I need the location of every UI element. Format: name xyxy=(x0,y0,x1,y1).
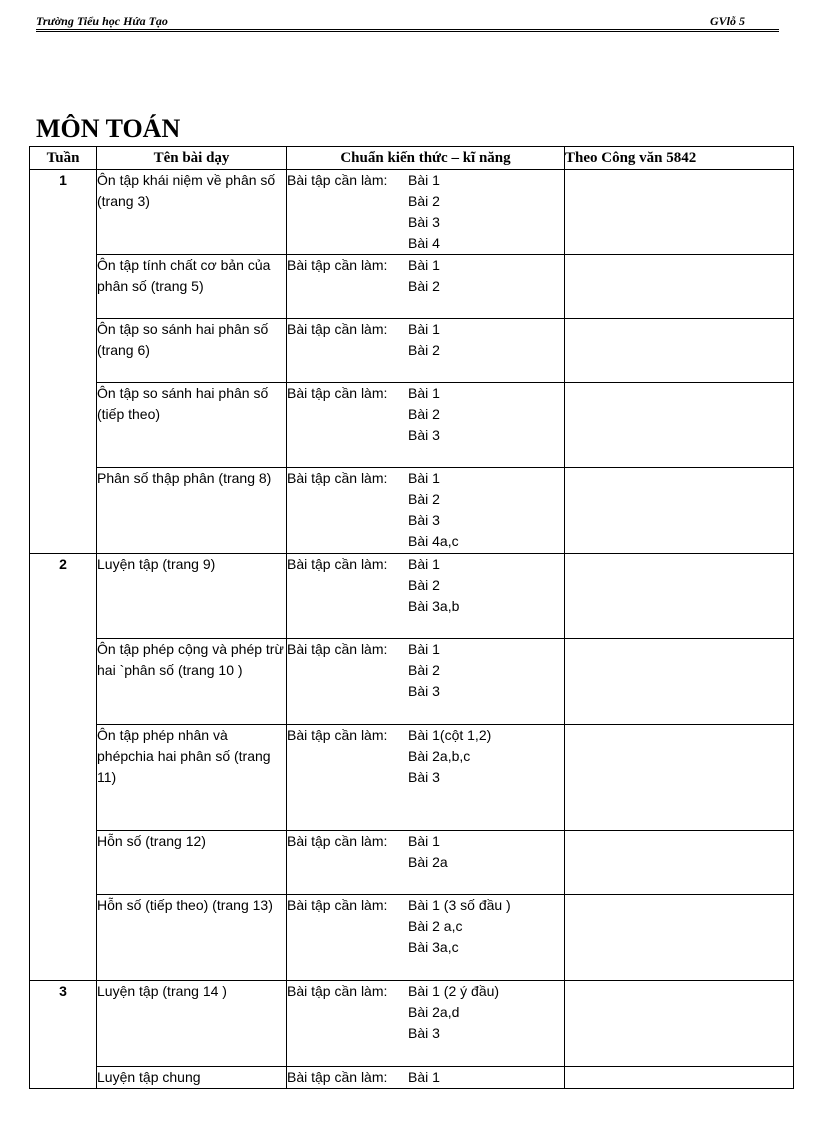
note-cell xyxy=(565,468,794,554)
note-cell xyxy=(565,639,794,725)
exercise-item: Bài 2a xyxy=(408,854,448,870)
note-cell xyxy=(565,554,794,639)
skill-cell xyxy=(287,383,565,468)
school-name: Trường Tiểu học Hứa Tạo xyxy=(36,14,168,28)
note-cell xyxy=(565,831,794,895)
exercise-label: Bài tập cần làm: xyxy=(287,556,388,572)
exercise-label: Bài tập cần làm: xyxy=(287,385,388,401)
note-cell xyxy=(565,383,794,468)
header-skill: Chuẩn kiến thức – kĩ năng xyxy=(287,147,565,170)
exercise-item: Bài 3 xyxy=(408,427,440,443)
exercise-item: Bài 2 xyxy=(408,278,440,294)
table-row xyxy=(30,725,794,831)
exercise-label: Bài tập cần làm: xyxy=(287,257,388,273)
exercise-item: Bài 3 xyxy=(408,769,440,785)
exercise-item: Bài 4 xyxy=(408,235,440,251)
exercise-label: Bài tập cần làm: xyxy=(287,321,388,337)
note-cell xyxy=(565,981,794,1067)
exercise-list xyxy=(408,170,564,254)
exercise-item: Bài 2 a,c xyxy=(408,918,463,934)
exercise-label: Bài tập cần làm: xyxy=(287,641,388,657)
table-row xyxy=(30,319,794,383)
skill-cell xyxy=(287,725,565,831)
page-title: MÔN TOÁN xyxy=(36,114,181,143)
exercise-list xyxy=(408,255,564,297)
exercise-item: Bài 2a,d xyxy=(408,1004,460,1020)
exercise-list xyxy=(408,319,564,361)
skill-cell xyxy=(287,554,565,639)
note-cell xyxy=(565,1067,794,1089)
exercise-item: Bài 3a,b xyxy=(408,598,460,614)
exercise-label: Bài tập cần làm: xyxy=(287,983,388,999)
skill-cell xyxy=(287,1067,565,1089)
exercise-item: Bài 3 xyxy=(408,512,440,528)
lesson-cell: Ôn tập so sánh hai phân số (tiếp theo) xyxy=(97,383,287,468)
exercise-item: Bài 1 xyxy=(408,833,440,849)
exercise-label: Bài tập cần làm: xyxy=(287,172,388,188)
exercise-label: Bài tập cần làm: xyxy=(287,727,388,743)
skill-cell xyxy=(287,639,565,725)
exercise-list xyxy=(408,981,564,1044)
exercise-label: Bài tập cần làm: xyxy=(287,1069,388,1085)
skill-cell xyxy=(287,468,565,554)
exercise-item: Bài 2 xyxy=(408,193,440,209)
skill-cell xyxy=(287,895,565,981)
curriculum-table xyxy=(29,146,794,1089)
teacher-grade: GVlỗ 5 xyxy=(709,14,745,28)
exercise-item: Bài 1 xyxy=(408,470,440,486)
exercise-item: Bài 1(cột 1,2) xyxy=(408,727,492,743)
exercise-list xyxy=(408,895,564,958)
table-row xyxy=(30,1067,794,1089)
exercise-item: Bài 3a,c xyxy=(408,939,459,955)
lesson-cell: Luyện tập (trang 14 ) xyxy=(97,981,287,1067)
exercise-item: Bài 3 xyxy=(408,1025,440,1041)
exercise-item: Bài 1 (2 ý đầu) xyxy=(408,983,500,999)
exercise-list xyxy=(408,554,564,617)
skill-cell xyxy=(287,170,565,255)
lesson-cell: Ôn tập phép nhân và phépchia hai phân số (trang 11) xyxy=(97,725,287,831)
table-row xyxy=(30,981,794,1067)
exercise-item: Bài 2 xyxy=(408,342,440,358)
exercise-list xyxy=(408,831,564,873)
exercise-item: Bài 2 xyxy=(408,406,440,422)
table-row xyxy=(30,468,794,554)
page-header xyxy=(36,12,779,30)
exercise-item: Bài 1 xyxy=(408,641,440,657)
exercise-item: Bài 1 xyxy=(408,257,440,273)
skill-cell xyxy=(287,831,565,895)
exercise-list xyxy=(408,383,564,446)
exercise-item: Bài 2 xyxy=(408,577,440,593)
exercise-item: Bài 2 xyxy=(408,662,440,678)
header-lesson: Tên bài dạy xyxy=(97,147,287,170)
table-row xyxy=(30,639,794,725)
exercise-item: Bài 3 xyxy=(408,683,440,699)
table-row xyxy=(30,554,794,639)
note-cell xyxy=(565,170,794,255)
lesson-cell: Hỗn số (tiếp theo) (trang 13) xyxy=(97,895,287,981)
exercise-item: Bài 1 xyxy=(408,556,440,572)
exercise-item: Bài 1 xyxy=(408,1069,440,1085)
lesson-cell: Ôn tập khái niệm về phân số (trang 3) xyxy=(97,170,287,255)
note-cell xyxy=(565,255,794,319)
skill-cell xyxy=(287,981,565,1067)
exercise-item: Bài 2 xyxy=(408,491,440,507)
table-row xyxy=(30,895,794,981)
exercise-item: Bài 4a,c xyxy=(408,533,459,549)
exercise-item: Bài 2a,b,c xyxy=(408,748,471,764)
exercise-list xyxy=(408,1067,564,1088)
header-rule-bottom xyxy=(36,31,779,32)
exercise-label: Bài tập cần làm: xyxy=(287,470,388,486)
table-header-row xyxy=(30,147,794,170)
table-body xyxy=(30,170,794,1089)
exercise-item: Bài 1 (3 số đầu ) xyxy=(408,897,511,913)
note-cell xyxy=(565,725,794,831)
exercise-label: Bài tập cần làm: xyxy=(287,897,388,913)
table-row xyxy=(30,383,794,468)
lesson-cell: Luyện tập (trang 9) xyxy=(97,554,287,639)
lesson-cell: Phân số thập phân (trang 8) xyxy=(97,468,287,554)
exercise-item: Bài 3 xyxy=(408,214,440,230)
lesson-cell: Ôn tập tính chất cơ bản của phân số (trang 5) xyxy=(97,255,287,319)
lesson-cell: Hỗn số (trang 12) xyxy=(97,831,287,895)
exercise-list xyxy=(408,725,564,788)
note-cell xyxy=(565,895,794,981)
exercise-list xyxy=(408,639,564,702)
lesson-cell: Ôn tập so sánh hai phân số (trang 6) xyxy=(97,319,287,383)
table-row xyxy=(30,831,794,895)
week-cell: 1 xyxy=(30,170,97,554)
exercise-item: Bài 1 xyxy=(408,172,440,188)
skill-cell xyxy=(287,255,565,319)
week-cell: 3 xyxy=(30,981,97,1089)
table-row xyxy=(30,255,794,319)
week-cell: 2 xyxy=(30,554,97,981)
exercise-list xyxy=(408,468,564,552)
table-row xyxy=(30,170,794,255)
header-note: Theo Công văn 5842 xyxy=(565,147,794,170)
header-rule-top xyxy=(36,29,779,30)
lesson-cell: Luyện tập chung xyxy=(97,1067,287,1089)
header-week: Tuần xyxy=(30,147,97,170)
exercise-item: Bài 1 xyxy=(408,321,440,337)
lesson-cell: Ôn tập phép cộng và phép trừ hai `phân số (trang 10 ) xyxy=(97,639,287,725)
note-cell xyxy=(565,319,794,383)
exercise-label: Bài tập cần làm: xyxy=(287,833,388,849)
exercise-item: Bài 1 xyxy=(408,385,440,401)
skill-cell xyxy=(287,319,565,383)
